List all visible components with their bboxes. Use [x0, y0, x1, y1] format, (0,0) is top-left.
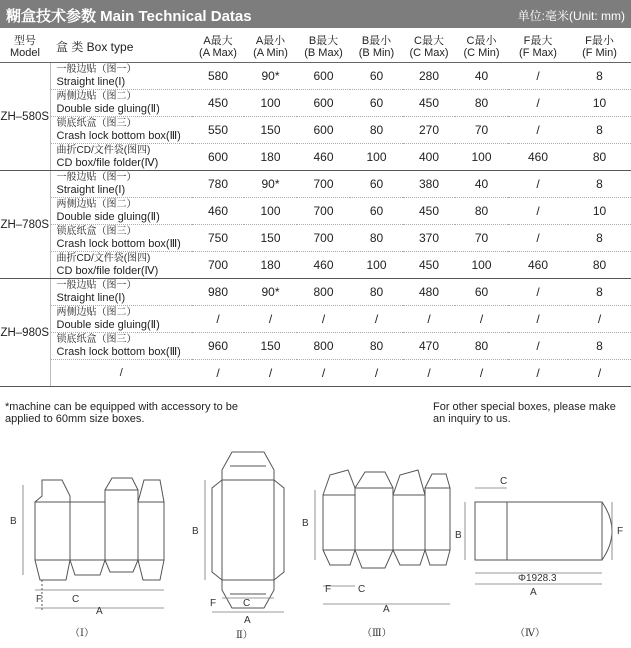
value-cell: 600: [297, 117, 350, 144]
value-cell: 980: [192, 279, 244, 306]
value-cell: 460: [508, 252, 568, 279]
dim-label-c: C: [72, 594, 80, 605]
dim-label-a: A: [244, 615, 251, 626]
table-row: [0, 171, 631, 198]
dim-label-f: F: [325, 584, 332, 595]
col-b-min: B最小 (B Min): [350, 32, 403, 63]
table-row: [0, 198, 631, 225]
value-cell: 100: [455, 144, 508, 171]
fig4-dim-value: Φ1928.3: [518, 573, 557, 584]
value-cell: 700: [297, 225, 350, 252]
value-cell: 460: [508, 144, 568, 171]
value-cell: /: [455, 306, 508, 333]
value-cell: /: [508, 171, 568, 198]
value-cell: 60: [350, 63, 403, 90]
value-cell: 460: [297, 252, 350, 279]
value-cell: 70: [455, 225, 508, 252]
value-cell: 960: [192, 333, 244, 360]
accessory-note: *machine can be equipped with accessory to be applied to 60mm size boxes.: [5, 401, 238, 425]
value-cell: 40: [455, 171, 508, 198]
value-cell: 150: [244, 333, 297, 360]
value-cell: /: [568, 360, 631, 387]
dim-label-b: B: [455, 530, 462, 541]
table-row: [0, 63, 631, 90]
value-cell: 90*: [244, 171, 297, 198]
table-row: [0, 225, 631, 252]
col-f-max: F最大 (F Max): [508, 32, 568, 63]
value-cell: 80: [568, 252, 631, 279]
value-cell: /: [403, 306, 455, 333]
value-cell: 10: [568, 90, 631, 117]
value-cell: 80: [350, 225, 403, 252]
value-cell: 780: [192, 171, 244, 198]
value-cell: /: [508, 306, 568, 333]
figure-caption-2: Ⅱ）: [236, 630, 253, 641]
box-type-cell: 一般边贴（图一） Straight line(Ⅰ): [50, 171, 192, 198]
value-cell: /: [192, 360, 244, 387]
value-cell: 8: [568, 225, 631, 252]
table-row: [0, 90, 631, 117]
value-cell: 10: [568, 198, 631, 225]
value-cell: 750: [192, 225, 244, 252]
box-type-cell: 锁底纸盒（图三） Crash lock bottom box(Ⅲ): [50, 117, 192, 144]
value-cell: 450: [403, 90, 455, 117]
value-cell: 80: [350, 117, 403, 144]
page-title: 糊盒技术参数 Main Technical Datas: [6, 8, 252, 25]
value-cell: /: [508, 279, 568, 306]
box-type-cell: 一般边贴（图一） Straight line(Ⅰ): [50, 279, 192, 306]
value-cell: 370: [403, 225, 455, 252]
dim-label-a: A: [383, 604, 390, 615]
col-c-max: C最大 (C Max): [403, 32, 455, 63]
table-row: [0, 279, 631, 306]
figure-caption-1: （Ⅰ）: [70, 628, 94, 639]
value-cell: 150: [244, 117, 297, 144]
value-cell: 460: [297, 144, 350, 171]
table-header-bar: [0, 0, 631, 28]
value-cell: 80: [568, 144, 631, 171]
value-cell: /: [244, 306, 297, 333]
model-cell: ZH–580S: [0, 63, 50, 171]
dim-label-a: A: [96, 606, 103, 617]
value-cell: 40: [455, 63, 508, 90]
figure-caption-3: （Ⅲ）: [362, 628, 392, 639]
value-cell: 580: [192, 63, 244, 90]
dim-label-f: F: [617, 526, 624, 537]
table-row: [0, 144, 631, 171]
dim-label-a: A: [530, 587, 537, 598]
value-cell: 60: [350, 90, 403, 117]
value-cell: 400: [403, 144, 455, 171]
box-type-cell: 锁底纸盒（图三） Crash lock bottom box(Ⅲ): [50, 225, 192, 252]
dim-label-c: C: [243, 598, 251, 609]
value-cell: 480: [403, 279, 455, 306]
dim-label-b: B: [10, 516, 17, 527]
value-cell: 80: [350, 279, 403, 306]
dim-label-c: C: [500, 476, 508, 487]
table-row: [0, 333, 631, 360]
figure-2-blank: [212, 452, 284, 608]
value-cell: 60: [350, 171, 403, 198]
value-cell: 470: [403, 333, 455, 360]
col-c-min: C最小 (C Min): [455, 32, 508, 63]
value-cell: 60: [455, 279, 508, 306]
value-cell: 80: [455, 198, 508, 225]
value-cell: /: [508, 117, 568, 144]
value-cell: 800: [297, 333, 350, 360]
value-cell: 380: [403, 171, 455, 198]
value-cell: 80: [455, 90, 508, 117]
value-cell: 8: [568, 279, 631, 306]
box-diagrams: [0, 440, 631, 645]
value-cell: /: [297, 306, 350, 333]
box-type-cell: /: [50, 360, 192, 387]
col-b-max: B最大 (B Max): [297, 32, 350, 63]
dim-label-b: B: [192, 526, 199, 537]
box-type-cell: 曲折CD/文件袋(图四) CD box/file folder(Ⅳ): [50, 252, 192, 279]
value-cell: 80: [455, 333, 508, 360]
figure-caption-4: （Ⅳ）: [515, 628, 545, 639]
figure-3-blank: [323, 470, 450, 568]
table-row: [0, 306, 631, 333]
value-cell: 600: [297, 63, 350, 90]
table-row: [0, 360, 631, 387]
figure-4-blank: [475, 502, 612, 560]
value-cell: /: [508, 333, 568, 360]
value-cell: 450: [403, 198, 455, 225]
value-cell: 8: [568, 171, 631, 198]
value-cell: 8: [568, 117, 631, 144]
model-cell: ZH–980S: [0, 279, 50, 387]
value-cell: 90*: [244, 279, 297, 306]
dim-label-f: F: [210, 598, 217, 609]
box-type-cell: 一般边贴（图一） Straight line(Ⅰ): [50, 63, 192, 90]
value-cell: 8: [568, 63, 631, 90]
col-a-min: A最小 (A Min): [244, 32, 297, 63]
dim-label-b: B: [302, 518, 309, 529]
value-cell: 150: [244, 225, 297, 252]
value-cell: 100: [350, 144, 403, 171]
value-cell: /: [508, 360, 568, 387]
value-cell: 280: [403, 63, 455, 90]
value-cell: /: [508, 198, 568, 225]
value-cell: /: [192, 306, 244, 333]
value-cell: /: [350, 360, 403, 387]
col-a-max: A最大 (A Max): [192, 32, 244, 63]
value-cell: 700: [297, 198, 350, 225]
table-row: [0, 117, 631, 144]
unit-label: 单位:毫米(Unit: mm): [517, 9, 625, 23]
box-type-cell: 两侧边贴（图二） Double side gluing(Ⅱ): [50, 90, 192, 117]
value-cell: /: [350, 306, 403, 333]
value-cell: 100: [244, 90, 297, 117]
value-cell: 70: [455, 117, 508, 144]
value-cell: 90*: [244, 63, 297, 90]
value-cell: /: [297, 360, 350, 387]
value-cell: 100: [244, 198, 297, 225]
box-type-cell: 锁底纸盒（图三） Crash lock bottom box(Ⅲ): [50, 333, 192, 360]
value-cell: 450: [192, 90, 244, 117]
dim-label-f: F: [36, 594, 43, 605]
value-cell: 700: [297, 171, 350, 198]
value-cell: /: [508, 225, 568, 252]
spec-table: [0, 32, 631, 387]
value-cell: /: [244, 360, 297, 387]
value-cell: 270: [403, 117, 455, 144]
value-cell: /: [568, 306, 631, 333]
box-type-cell: 两侧边贴（图二） Double side gluing(Ⅱ): [50, 306, 192, 333]
value-cell: 60: [350, 198, 403, 225]
value-cell: 800: [297, 279, 350, 306]
col-box-type: 盒 类 Box type: [50, 32, 192, 63]
box-type-cell: 曲折CD/文件袋(图四) CD box/file folder(Ⅳ): [50, 144, 192, 171]
table-header-row: [0, 32, 631, 63]
value-cell: 600: [192, 144, 244, 171]
inquiry-note: For other special boxes, please make an inquiry to us.: [433, 401, 616, 425]
value-cell: 700: [192, 252, 244, 279]
dim-label-c: C: [358, 584, 366, 595]
box-type-cell: 两侧边贴（图二） Double side gluing(Ⅱ): [50, 198, 192, 225]
value-cell: /: [508, 63, 568, 90]
value-cell: 600: [297, 90, 350, 117]
value-cell: 460: [192, 198, 244, 225]
value-cell: 180: [244, 252, 297, 279]
value-cell: 100: [455, 252, 508, 279]
value-cell: 180: [244, 144, 297, 171]
model-cell: ZH–780S: [0, 171, 50, 279]
value-cell: 100: [350, 252, 403, 279]
value-cell: /: [403, 360, 455, 387]
col-model: 型号 Model: [0, 32, 50, 63]
value-cell: /: [508, 90, 568, 117]
table-row: [0, 252, 631, 279]
col-f-min: F最小 (F Min): [568, 32, 631, 63]
value-cell: /: [455, 360, 508, 387]
value-cell: 80: [350, 333, 403, 360]
value-cell: 8: [568, 333, 631, 360]
value-cell: 550: [192, 117, 244, 144]
value-cell: 450: [403, 252, 455, 279]
